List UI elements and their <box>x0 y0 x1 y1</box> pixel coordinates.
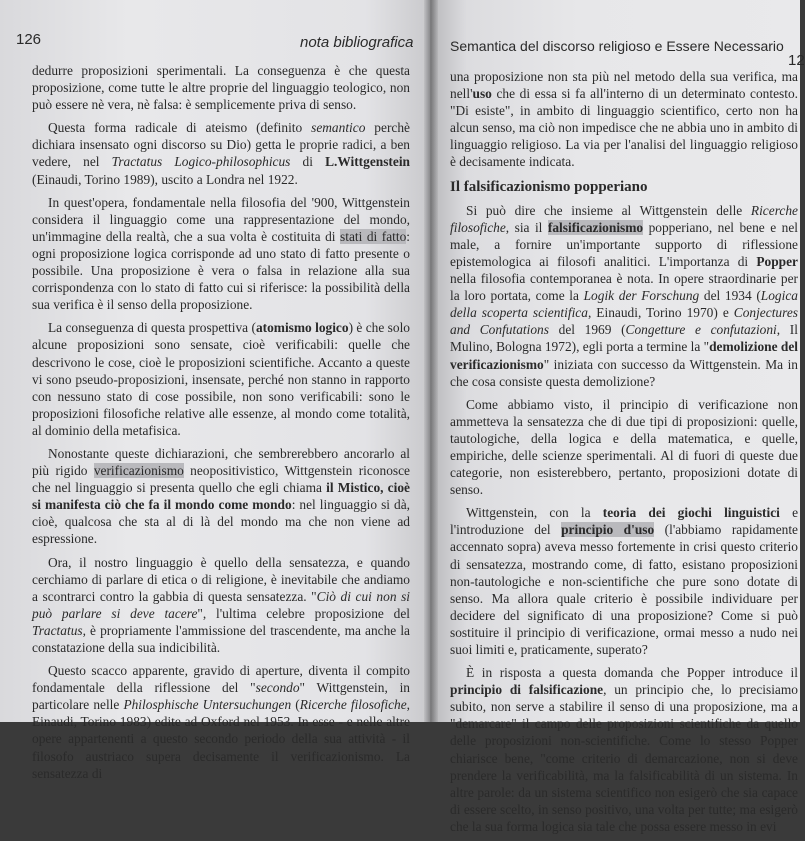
highlighted-term: principio d'uso <box>561 522 655 538</box>
paragraph: Come abbiamo visto, il principio di verificazione non ammetteva la sensatezza che di due tipi di proposizioni: quelle, tautologiche, della logica e della matematica, e quelle, empiriche, delle scienze sperimentali. Al di fuori di queste due categorie, non esisterebbero, pertanto, proposizioni dotate di senso. <box>450 396 798 498</box>
paragraph: Wittgenstein, con la teoria dei giochi linguistici e l'introduzione del principio d'uso (l'abbiamo rapidamente accennato sopra) aveva messo fortemente in crisi questo criterio di sensatezza, mostrando come, di fatto, esistano proposizioni non-tautologiche e non-scientifiche che pure sono dotate di senso. Ma allora quale criterio è possibile individuare per decidere del significato di una proposizione? Come si può sostituire il principio di verificazione, ormai messo a nudo nei suoi limiti e, praticamente, superato? <box>450 505 799 657</box>
paragraph: una proposizione non sta più nel metodo della sua verifica, ma nell'uso che di essa si fa all'interno di un determinato contesto. "Di esiste", in ambito di linguaggio scientifico, certo non ha alcun senso, ma ciò non impedisce che ne abbia uno in ambito di linguaggio religioso. La via per l'analisi del linguaggio religioso è decisamente indicata. <box>450 69 798 170</box>
paragraph: Questa forma radicale di ateismo (definito semantico perchè dichiara insensato ogni discorso su Dio) getta le proprie radici, a ben vedere, nel Tractatus Logico-philosophicus di L.Wittgenstein (Einaudi, Torino 1989), uscito a Londra nel 1922. <box>32 120 410 187</box>
paragraph: Questo scacco apparente, gravido di aperture, diventa il compito fondamentale della riflessione del "secondo" Wittgenstein, in particolare nelle Philosphische Untersuchungen (Ricerche filosofiche, Einaudi, Torino 1983) edite ad Oxford nel 1953. In esse - e nelle altre opere appartenenti a questo secondo periodo della sua attività - il filosofo austriaco supera decisamente il verificazionismo. La sensatezza di <box>32 663 411 781</box>
running-header-left: nota bibliografica <box>300 34 414 51</box>
paragraph: È in risposta a questa domanda che Popper introduce il principio di falsificazione, un principio che, lo precisiamo subito, non serve a stabilire il senso di una proposizione, ma a "demarcare" il campo delle proposizioni scientifiche da quello delle proposizioni non-scientifiche. Come lo stesso Popper chiarisce bene, "come criterio di demarcazione, non si deve prendere la verificabilità, ma la falsificabilità di un sistema. In altre parole: da un sistema scientifico non esigerò che sia capace di essere scelto, in senso positivo, una volta per tutte; ma esigerò che la sua forma logica sia tale che possa essere messo in evi <box>450 665 798 834</box>
right-text-column <box>450 68 798 841</box>
book-gutter <box>424 0 438 722</box>
paragraph: Ora, il nostro linguaggio è quello della sensatezza, e quando cerchiamo di parlare di etica o di religione, è inevitabile che andiamo a scontrarci contro la gabbia di questa sensatezza. "Ciò di cui non si può parlare si deve tacere", l'ultima celebre proposizione del Tractatus, è propriamente l'ammissione del trascendente, ma anche la constatazione della sua indicibilità. <box>32 554 410 655</box>
highlighted-term: falsificazionismo <box>547 219 644 235</box>
section-heading: Il falsificazionismo popperiano <box>450 178 648 195</box>
paragraph: Si può dire che insieme al Wittgenstein delle Ricerche filosofiche, sia il falsificazionismo popperiano, nel bene e nel male, a fornire un'importante supporto di riflessione epistemologica ai filosofi analitici. L'importanza di Popper nella filosofia contemporanea è nota. In opere straordinarie per la loro portata, come la Logik der Forschung del 1934 (Logica della scoperta scientifica, Einaudi, Torino 1970) e Conjectures and Confutations del 1969 (Congetture e confutazioni, Il Mulino, Bologna 1972), egli porta a termine la "demolizione del verificazionismo" iniziata con successo da Wittgenstein. Ma in che cosa consiste questa demolizione? <box>450 202 799 389</box>
paragraph: dedurre proposizioni sperimentali. La conseguenza è che questa proposizione, come tutte le altre proprie del linguaggio teologico, non può essere nè vera, nè falsa: è semplicemente priva di senso. <box>32 63 410 113</box>
paragraph: In quest'opera, fondamentale nella filosofia del '900, Wittgenstein considera il linguaggio come una rappresentazione del mondo, un'immagine della realtà, che a sua volta è costituita di stati di fatto: ogni proposizione logica corrisponde ad uno stato di fatto presente o possibile. Una proposizione è vera o falsa in relazione alla sua corrispondenza con lo stato di fatto cui si riferisce: la possibilità della sua verifica è il senso della proposizione. <box>32 194 411 313</box>
right-page <box>430 0 805 834</box>
running-header-right: Semantica del discorso religioso e Essere Necessario <box>450 38 784 54</box>
highlighted-term: stati di fatto <box>340 228 407 244</box>
left-text-column <box>32 62 410 788</box>
highlighted-term: verificazionismo <box>93 463 184 479</box>
paragraph: La conseguenza di questa prospettiva (atomismo logico) è che solo alcune proposizioni sono sensate, cioè verificabili: quelle che descrivono le cose, cioè le proposizioni scientifiche. Accanto a queste vi sono pseudo-proposizioni, insensate, perché non stanno in rapporto con nessuno stato di cose possibile, non sono verificabili: sono le proposizioni filosofiche relative alle essenze, al mondo come totalità, al dominio della metafisica. <box>32 320 410 438</box>
paragraph: Nonostante queste dichiarazioni, che sembrerebbero ancorarlo al più rigido verificazionismo neopositivistico, Wittgenstein riconosce che nel linguaggio si presenta quello che egli chiama il Mistico, cioè si manifesta ciò che fa il mondo come mondo: nel linguaggio si dà, cioè, qualcosa che sta al di là del mondo ma che non viene ad espressione. <box>32 445 410 547</box>
page-number-left: 126 <box>16 31 42 48</box>
page-number-right: 12 <box>788 52 805 69</box>
left-page <box>0 0 430 781</box>
